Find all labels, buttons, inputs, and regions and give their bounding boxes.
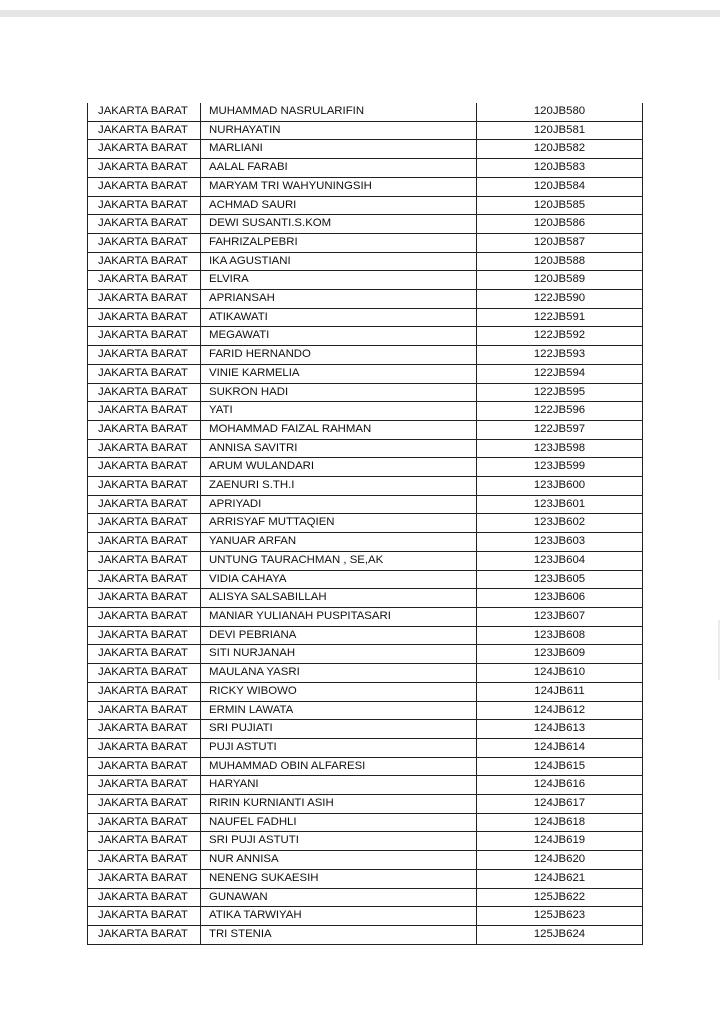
code-cell: 120JB583 xyxy=(477,159,643,178)
table-row xyxy=(88,308,643,327)
name-cell: MANIAR YULIANAH PUSPITASARI xyxy=(201,607,477,626)
name-cell: SRI PUJI ASTUTI xyxy=(201,832,477,851)
region-cell: JAKARTA BARAT xyxy=(88,420,201,439)
code-cell: 124JB612 xyxy=(477,701,643,720)
table-row xyxy=(88,551,643,570)
code-cell: 120JB586 xyxy=(477,215,643,234)
code-cell: 122JB594 xyxy=(477,364,643,383)
table-row xyxy=(88,720,643,739)
code-cell: 122JB597 xyxy=(477,420,643,439)
region-cell: JAKARTA BARAT xyxy=(88,888,201,907)
name-cell: VINIE KARMELIA xyxy=(201,364,477,383)
region-cell: JAKARTA BARAT xyxy=(88,103,201,121)
code-cell: 123JB606 xyxy=(477,589,643,608)
code-cell: 122JB596 xyxy=(477,402,643,421)
code-cell: 125JB622 xyxy=(477,888,643,907)
region-cell: JAKARTA BARAT xyxy=(88,626,201,645)
region-cell: JAKARTA BARAT xyxy=(88,533,201,552)
code-cell: 123JB601 xyxy=(477,495,643,514)
code-cell: 123JB599 xyxy=(477,458,643,477)
region-cell: JAKARTA BARAT xyxy=(88,364,201,383)
region-cell: JAKARTA BARAT xyxy=(88,589,201,608)
region-cell: JAKARTA BARAT xyxy=(88,233,201,252)
code-cell: 123JB608 xyxy=(477,626,643,645)
region-cell: JAKARTA BARAT xyxy=(88,701,201,720)
table-row xyxy=(88,140,643,159)
name-cell: ATIKAWATI xyxy=(201,308,477,327)
code-cell: 123JB605 xyxy=(477,570,643,589)
code-cell: 123JB609 xyxy=(477,645,643,664)
code-cell: 120JB582 xyxy=(477,140,643,159)
table-row xyxy=(88,346,643,365)
name-cell: ZAENURI S.TH.I xyxy=(201,477,477,496)
table-row xyxy=(88,290,643,309)
table-row xyxy=(88,607,643,626)
code-cell: 124JB610 xyxy=(477,664,643,683)
table-row xyxy=(88,103,643,121)
name-cell: IKA AGUSTIANI xyxy=(201,252,477,271)
table-row xyxy=(88,626,643,645)
name-cell: ARUM WULANDARI xyxy=(201,458,477,477)
region-cell: JAKARTA BARAT xyxy=(88,177,201,196)
table-row xyxy=(88,458,643,477)
region-cell: JAKARTA BARAT xyxy=(88,795,201,814)
table-row xyxy=(88,121,643,140)
region-cell: JAKARTA BARAT xyxy=(88,327,201,346)
region-cell: JAKARTA BARAT xyxy=(88,607,201,626)
region-cell: JAKARTA BARAT xyxy=(88,738,201,757)
region-cell: JAKARTA BARAT xyxy=(88,346,201,365)
code-cell: 120JB580 xyxy=(477,103,643,121)
code-cell: 120JB587 xyxy=(477,233,643,252)
table-row xyxy=(88,888,643,907)
table-row xyxy=(88,215,643,234)
table-row xyxy=(88,589,643,608)
code-cell: 124JB616 xyxy=(477,776,643,795)
name-cell: AALAL FARABI xyxy=(201,159,477,178)
table-row xyxy=(88,907,643,926)
region-cell: JAKARTA BARAT xyxy=(88,869,201,888)
table-row xyxy=(88,271,643,290)
region-cell: JAKARTA BARAT xyxy=(88,514,201,533)
table-row xyxy=(88,159,643,178)
name-cell: VIDIA CAHAYA xyxy=(201,570,477,589)
name-cell: YANUAR ARFAN xyxy=(201,533,477,552)
region-cell: JAKARTA BARAT xyxy=(88,271,201,290)
code-cell: 120JB584 xyxy=(477,177,643,196)
region-cell: JAKARTA BARAT xyxy=(88,682,201,701)
code-cell: 122JB593 xyxy=(477,346,643,365)
name-cell: YATI xyxy=(201,402,477,421)
region-cell: JAKARTA BARAT xyxy=(88,495,201,514)
name-cell: UNTUNG TAURACHMAN , SE,AK xyxy=(201,551,477,570)
code-cell: 122JB591 xyxy=(477,308,643,327)
table-row xyxy=(88,925,643,944)
name-cell: SRI PUJIATI xyxy=(201,720,477,739)
name-cell: RICKY WIBOWO xyxy=(201,682,477,701)
code-cell: 125JB623 xyxy=(477,907,643,926)
name-cell: MUHAMMAD NASRULARIFIN xyxy=(201,103,477,121)
code-cell: 123JB598 xyxy=(477,439,643,458)
code-cell: 124JB615 xyxy=(477,757,643,776)
table-row xyxy=(88,233,643,252)
name-cell: FAHRIZALPEBRI xyxy=(201,233,477,252)
table-row xyxy=(88,364,643,383)
code-cell: 123JB602 xyxy=(477,514,643,533)
name-cell: DEWI SUSANTI.S.KOM xyxy=(201,215,477,234)
name-cell: MARLIANI xyxy=(201,140,477,159)
name-cell: DEVI PEBRIANA xyxy=(201,626,477,645)
region-cell: JAKARTA BARAT xyxy=(88,402,201,421)
code-cell: 124JB613 xyxy=(477,720,643,739)
table-row xyxy=(88,495,643,514)
name-cell: SUKRON HADI xyxy=(201,383,477,402)
name-cell: MAULANA YASRI xyxy=(201,664,477,683)
code-cell: 120JB585 xyxy=(477,196,643,215)
table-row xyxy=(88,533,643,552)
name-cell: GUNAWAN xyxy=(201,888,477,907)
region-cell: JAKARTA BARAT xyxy=(88,159,201,178)
region-cell: JAKARTA BARAT xyxy=(88,290,201,309)
name-cell: ANNISA SAVITRI xyxy=(201,439,477,458)
table-row xyxy=(88,869,643,888)
name-cell: HARYANI xyxy=(201,776,477,795)
region-cell: JAKARTA BARAT xyxy=(88,215,201,234)
name-cell: MEGAWATI xyxy=(201,327,477,346)
table-row xyxy=(88,439,643,458)
name-cell: ERMIN LAWATA xyxy=(201,701,477,720)
table-row xyxy=(88,252,643,271)
region-cell: JAKARTA BARAT xyxy=(88,720,201,739)
table-row xyxy=(88,813,643,832)
name-cell: NURHAYATIN xyxy=(201,121,477,140)
region-cell: JAKARTA BARAT xyxy=(88,776,201,795)
code-cell: 124JB620 xyxy=(477,851,643,870)
region-cell: JAKARTA BARAT xyxy=(88,458,201,477)
code-cell: 124JB618 xyxy=(477,813,643,832)
name-cell: PUJI ASTUTI xyxy=(201,738,477,757)
table-row xyxy=(88,514,643,533)
name-cell: APRIYADI xyxy=(201,495,477,514)
code-cell: 122JB595 xyxy=(477,383,643,402)
table-row xyxy=(88,851,643,870)
name-cell: NENENG SUKAESIH xyxy=(201,869,477,888)
name-cell: ELVIRA xyxy=(201,271,477,290)
code-cell: 124JB621 xyxy=(477,869,643,888)
participant-table xyxy=(87,103,643,945)
code-cell: 122JB592 xyxy=(477,327,643,346)
name-cell: MOHAMMAD FAIZAL RAHMAN xyxy=(201,420,477,439)
region-cell: JAKARTA BARAT xyxy=(88,308,201,327)
code-cell: 124JB619 xyxy=(477,832,643,851)
table-row xyxy=(88,645,643,664)
region-cell: JAKARTA BARAT xyxy=(88,645,201,664)
code-cell: 122JB590 xyxy=(477,290,643,309)
code-cell: 123JB607 xyxy=(477,607,643,626)
name-cell: RIRIN KURNIANTI ASIH xyxy=(201,795,477,814)
name-cell: ARRISYAF MUTTAQIEN xyxy=(201,514,477,533)
region-cell: JAKARTA BARAT xyxy=(88,570,201,589)
table-row xyxy=(88,757,643,776)
code-cell: 124JB617 xyxy=(477,795,643,814)
code-cell: 124JB614 xyxy=(477,738,643,757)
name-cell: ALISYA SALSABILLAH xyxy=(201,589,477,608)
region-cell: JAKARTA BARAT xyxy=(88,664,201,683)
code-cell: 120JB581 xyxy=(477,121,643,140)
table-row xyxy=(88,701,643,720)
region-cell: JAKARTA BARAT xyxy=(88,121,201,140)
name-cell: NAUFEL FADHLI xyxy=(201,813,477,832)
region-cell: JAKARTA BARAT xyxy=(88,832,201,851)
table-row xyxy=(88,738,643,757)
region-cell: JAKARTA BARAT xyxy=(88,851,201,870)
name-cell: MUHAMMAD OBIN ALFARESI xyxy=(201,757,477,776)
name-cell: SITI NURJANAH xyxy=(201,645,477,664)
table-row xyxy=(88,664,643,683)
name-cell: ACHMAD SAURI xyxy=(201,196,477,215)
table-row xyxy=(88,196,643,215)
code-cell: 124JB611 xyxy=(477,682,643,701)
region-cell: JAKARTA BARAT xyxy=(88,813,201,832)
region-cell: JAKARTA BARAT xyxy=(88,477,201,496)
table-row xyxy=(88,402,643,421)
region-cell: JAKARTA BARAT xyxy=(88,925,201,944)
region-cell: JAKARTA BARAT xyxy=(88,383,201,402)
code-cell: 120JB588 xyxy=(477,252,643,271)
code-cell: 123JB604 xyxy=(477,551,643,570)
region-cell: JAKARTA BARAT xyxy=(88,140,201,159)
table-row xyxy=(88,420,643,439)
region-cell: JAKARTA BARAT xyxy=(88,252,201,271)
name-cell: ATIKA TARWIYAH xyxy=(201,907,477,926)
top-edge-strip xyxy=(0,10,720,17)
code-cell: 125JB624 xyxy=(477,925,643,944)
table-row xyxy=(88,477,643,496)
code-cell: 123JB603 xyxy=(477,533,643,552)
table-row xyxy=(88,177,643,196)
region-cell: JAKARTA BARAT xyxy=(88,551,201,570)
name-cell: MARYAM TRI WAHYUNINGSIH xyxy=(201,177,477,196)
table-row xyxy=(88,832,643,851)
code-cell: 120JB589 xyxy=(477,271,643,290)
name-cell: TRI STENIA xyxy=(201,925,477,944)
table-row xyxy=(88,327,643,346)
table-row xyxy=(88,570,643,589)
name-cell: APRIANSAH xyxy=(201,290,477,309)
code-cell: 123JB600 xyxy=(477,477,643,496)
table-row xyxy=(88,776,643,795)
table-row xyxy=(88,795,643,814)
participant-table-body xyxy=(88,103,643,944)
name-cell: NUR ANNISA xyxy=(201,851,477,870)
region-cell: JAKARTA BARAT xyxy=(88,196,201,215)
table-row xyxy=(88,383,643,402)
name-cell: FARID HERNANDO xyxy=(201,346,477,365)
region-cell: JAKARTA BARAT xyxy=(88,439,201,458)
region-cell: JAKARTA BARAT xyxy=(88,757,201,776)
region-cell: JAKARTA BARAT xyxy=(88,907,201,926)
table-row xyxy=(88,682,643,701)
